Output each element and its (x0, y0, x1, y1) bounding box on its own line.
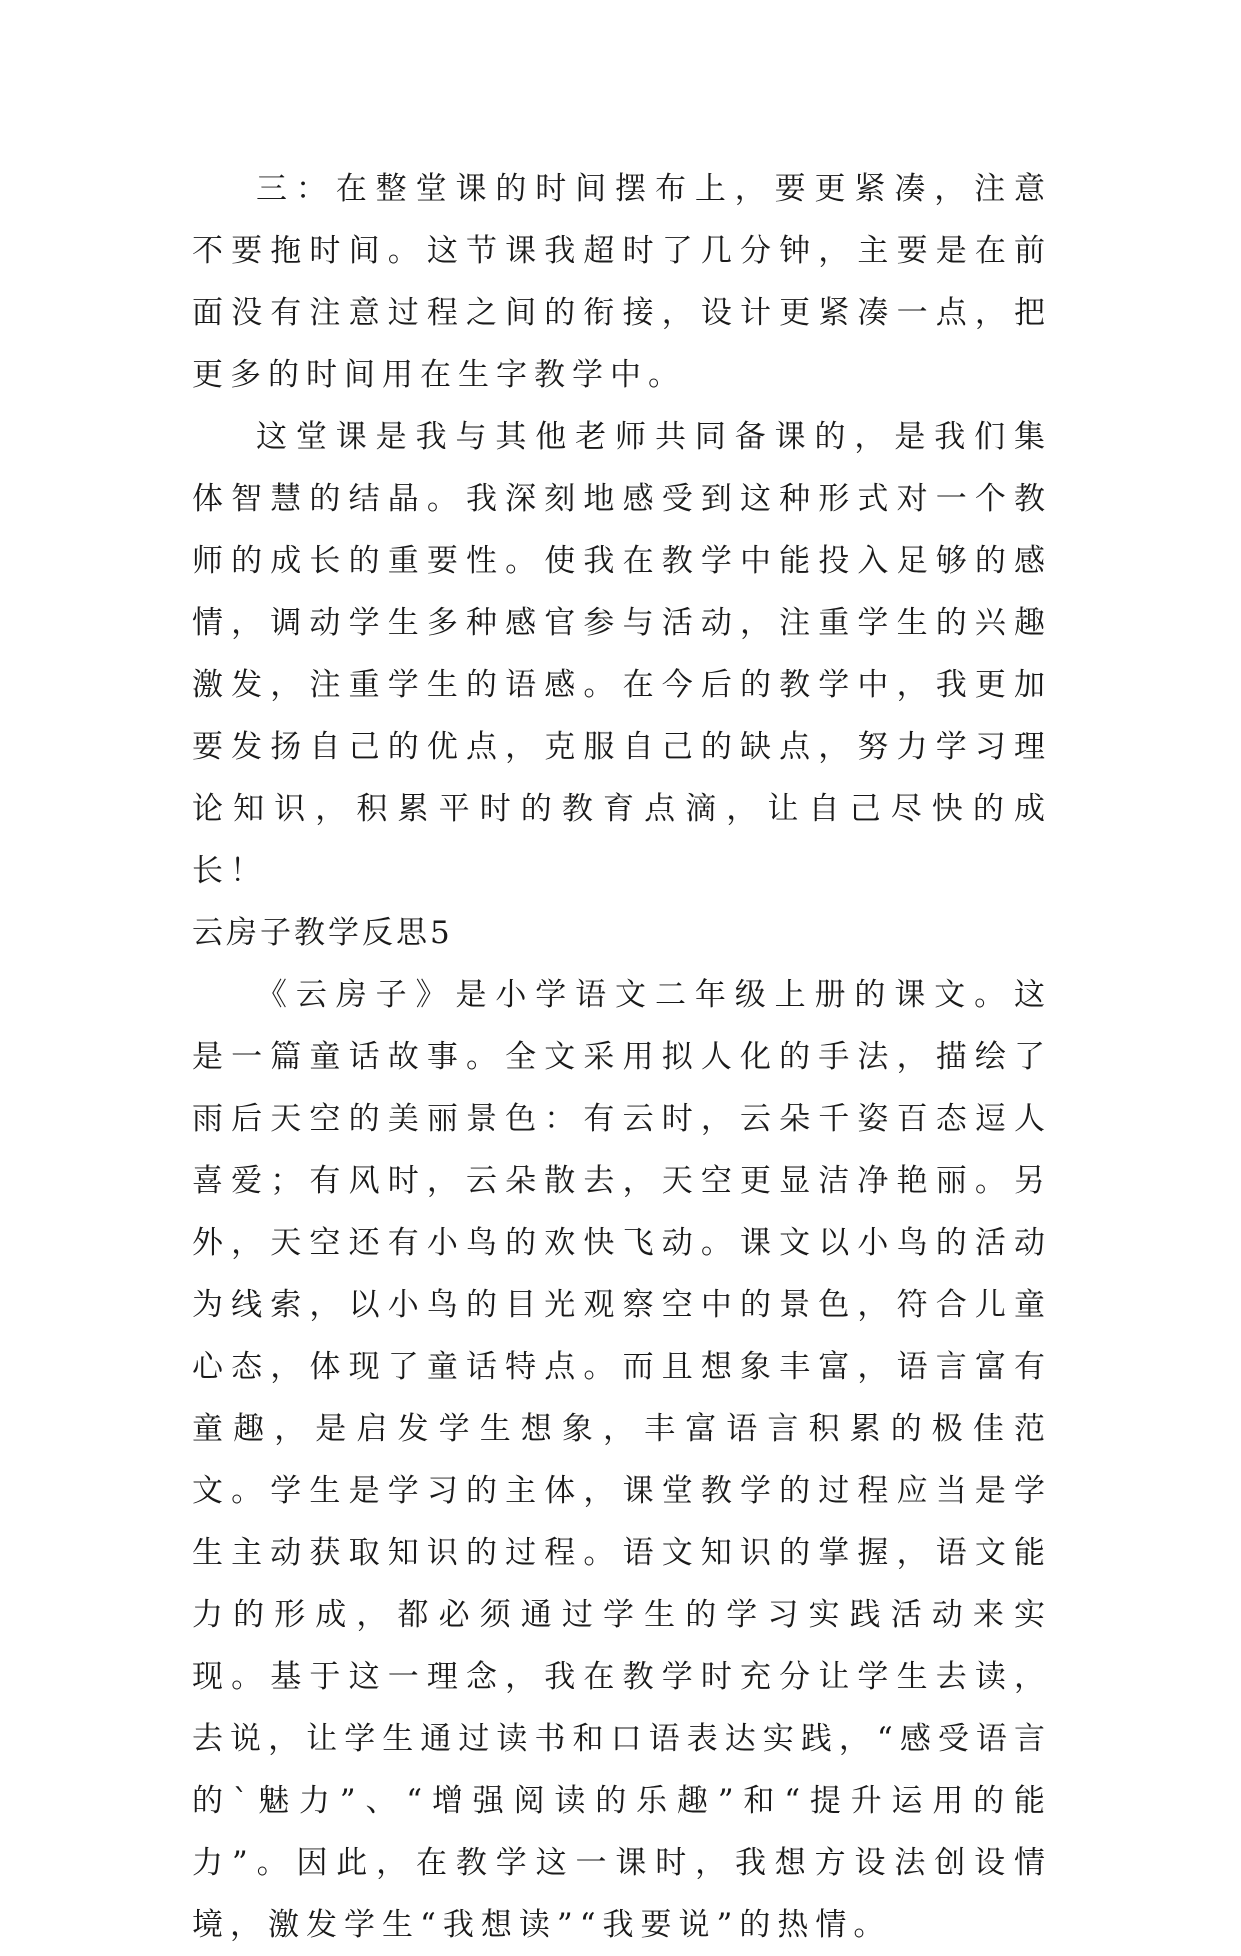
paragraph-collective-lesson-prep: 这堂课是我与其他老师共同备课的，是我们集体智慧的结晶。我深刻地感受到这种形式对一个教师的成长的重要性。使我在教学中能投入足够的感情，调动学生多种感官参与活动，注重学生的兴趣激发，注重学生的语感。在今后的教学中，我更加要发扬自己的优点，克服自己的缺点，努力学习理论知识，积累平时的教育点滴，让自己尽快的成长！ (192, 419, 1052, 889)
paragraph-time-arrangement: 三：在整堂课的时间摆布上，要更紧凑，注意不要拖时间。这节课我超时了几分钟，主要是在前面没有注意过程之间的衔接，设计更紧凑一点，把更多的时间用在生字教学中。 (192, 171, 1052, 393)
document-body (192, 158, 1052, 1956)
section-heading: 云房子教学反思5 (192, 915, 453, 951)
paragraph-cloud-house-reflection: 《云房子》是小学语文二年级上册的课文。这是一篇童话故事。全文采用拟人化的手法，描绘了雨后天空的美丽景色：有云时，云朵千姿百态逗人喜爱；有风时，云朵散去，天空更显洁净艳丽。另外，天空还有小鸟的欢快飞动。课文以小鸟的活动为线索，以小鸟的目光观察空中的景色，符合儿童心态，体现了童话特点。而且想象丰富，语言富有童趣，是启发学生想象，丰富语言积累的极佳范文。学生是学习的主体，课堂教学的过程应当是学生主动获取知识的过程。语文知识的掌握，语文能力的形成，都必须通过学生的学习实践活动来实现。基于这一理念，我在教学时充分让学生去读，去说，让学生通过读书和口语表达实践，“感受语言的`魅力”、“增强阅读的乐趣”和“提升运用的能力”。因此，在教学这一课时，我想方设法创设情境，激发学生“我想读”“我要说”的热情。 (192, 977, 1052, 1943)
